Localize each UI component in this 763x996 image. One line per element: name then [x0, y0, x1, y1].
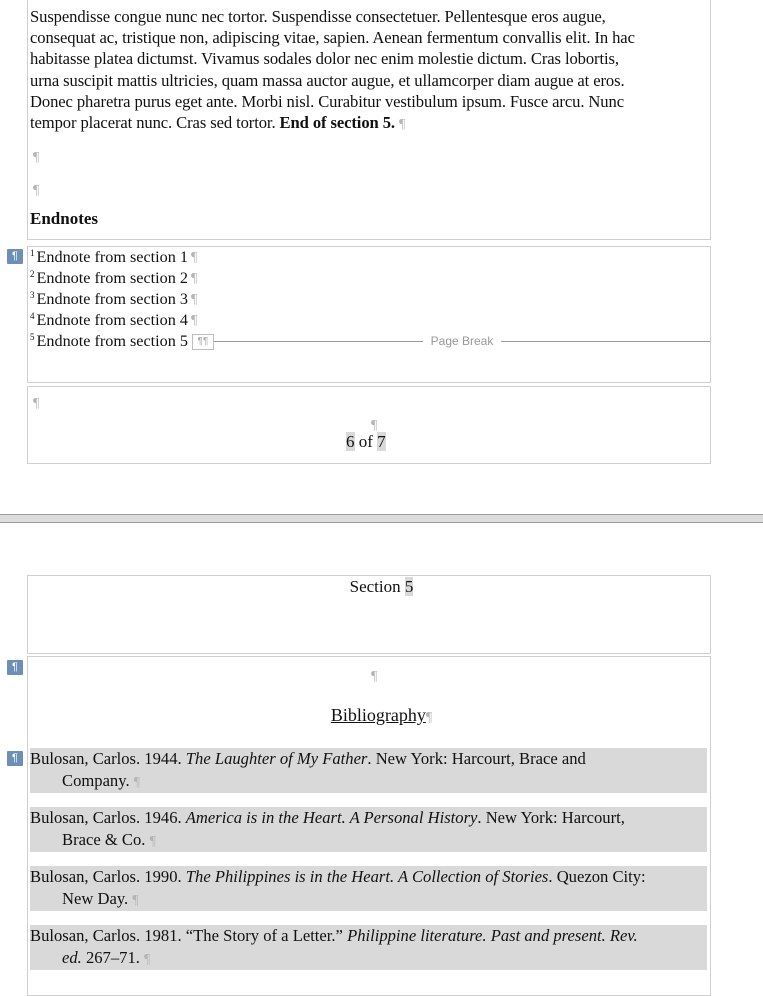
endnote-number: 1	[30, 248, 35, 258]
end-of-section-text: End of section 5.	[279, 113, 395, 133]
work-title: Philippine literature. Past and present. Rev.	[347, 926, 638, 945]
body-line: Donec pharetra purus eget ante. Morbi nisl. Curabitur vestibulum ipsum. Fusce arcu. Nunc	[30, 91, 624, 111]
endnote-text: Endnote from section 1	[36, 248, 188, 266]
section-label: Section	[349, 577, 405, 596]
header-section-label[interactable]	[0, 577, 763, 597]
endnote-text: Endnote from section 2	[36, 269, 188, 287]
body-line: Suspendisse congue nunc nec tortor. Suspendisse consectetuer. Pellentesque eros augue,	[30, 7, 606, 26]
paragraph-margin-icon[interactable]: ¶	[7, 751, 23, 766]
bibliography-entry[interactable]	[30, 925, 707, 970]
footer-frame	[27, 386, 711, 464]
pilcrow-mark: ¶	[399, 117, 406, 133]
bibliography-line: Company. ¶	[30, 770, 707, 794]
body-line: consequat ac, tristique non, adipiscing vitae, sapien. Aenean fermentum convallis elit. In hac	[30, 28, 635, 48]
endnote-number: 4	[30, 311, 35, 321]
pilcrow-mark: ¶	[191, 313, 198, 328]
endnote-item[interactable]	[30, 331, 710, 352]
bibliography-entry[interactable]	[30, 866, 707, 911]
page-break-label: Page Break	[430, 334, 494, 348]
current-page-field: 6	[346, 432, 355, 451]
empty-paragraph-mark[interactable]: ¶	[33, 150, 40, 165]
body-paragraph[interactable]	[30, 6, 710, 135]
bibliography-title: Bibliography	[330, 705, 426, 725]
pilcrow-mark: ¶	[191, 250, 198, 265]
pilcrow-mark: ¶	[191, 292, 198, 307]
bibliography-line: Bulosan, Carlos. 1946. America is in the Heart. A Personal History. New York: Harcourt,	[30, 807, 707, 829]
page-break[interactable]	[192, 331, 710, 352]
work-title: America is in the Heart. A Personal History	[185, 808, 478, 827]
body-line: habitasse platea dictumst. Vivamus sodales dolor nec enim molestie dictum. Cras lobortis,	[30, 49, 619, 69]
endnote-item[interactable]	[30, 310, 710, 331]
empty-paragraph-mark[interactable]: ¶	[371, 669, 378, 684]
footer-pilcrow-mark: ¶	[371, 418, 378, 433]
body-line: urna suscipit mattis ultricies, quam massa auctor augue, et ullamcorper diam augue at eros.	[30, 70, 625, 90]
page-of-text: of	[354, 432, 378, 451]
endnote-text: Endnote from section 5	[36, 332, 188, 350]
pilcrow-mark: ¶	[144, 951, 151, 967]
endnotes-list	[30, 247, 710, 352]
body-line: tempor placerat nunc. Cras sed tortor. End of section 5. ¶	[30, 113, 406, 133]
paragraph-margin-icon[interactable]: ¶	[7, 660, 23, 675]
endnotes-heading: Endnotes	[30, 209, 99, 228]
total-pages-field: 7	[377, 432, 386, 451]
endnote-number: 3	[30, 290, 35, 300]
endnote-number: 5	[30, 332, 35, 342]
work-title: ed.	[62, 947, 82, 967]
endnote-text: Endnote from section 3	[36, 290, 188, 308]
page-number-field[interactable]	[346, 432, 386, 452]
work-title: The Laughter of My Father	[185, 749, 368, 768]
section-break-icon: ¶¶	[192, 334, 214, 350]
empty-paragraph-mark[interactable]: ¶	[33, 396, 40, 411]
pilcrow-mark: ¶	[191, 271, 198, 286]
section-number-field: 5	[404, 577, 414, 596]
endnote-text: Endnote from section 4	[36, 311, 188, 329]
pilcrow-mark: ¶	[149, 833, 156, 849]
endnote-item[interactable]	[30, 268, 710, 289]
page-break-line-left	[214, 341, 423, 342]
paragraph-margin-icon[interactable]: ¶	[7, 249, 23, 264]
endnote-item[interactable]	[30, 247, 710, 268]
page-separator	[0, 514, 763, 523]
work-title: The Philippines is in the Heart. A Collection of Stories	[185, 867, 549, 886]
bibliography-heading	[0, 705, 763, 726]
bibliography-entry[interactable]	[30, 748, 707, 793]
bibliography-line: Bulosan, Carlos. 1990. The Philippines is in the Heart. A Collection of Stories. Quezon City:	[30, 866, 707, 888]
pilcrow-mark: ¶	[425, 710, 433, 725]
endnote-item[interactable]	[30, 289, 710, 310]
bibliography-entry[interactable]	[30, 807, 707, 852]
bibliography-line: New Day. ¶	[30, 888, 707, 912]
bibliography-line: Brace & Co. ¶	[30, 829, 707, 853]
bibliography-line: Bulosan, Carlos. 1944. The Laughter of My Father. New York: Harcourt, Brace and	[30, 748, 707, 770]
bibliography-line: Bulosan, Carlos. 1981. “The Story of a Letter.” Philippine literature. Past and present. Rev.	[30, 925, 707, 947]
pilcrow-mark: ¶	[133, 774, 141, 790]
bibliography-line: ed. 267–71. ¶	[30, 947, 707, 971]
page-break-line-right	[501, 341, 710, 342]
pilcrow-mark: ¶	[132, 892, 139, 908]
empty-paragraph-mark[interactable]: ¶	[33, 183, 40, 198]
endnote-number: 2	[30, 269, 35, 279]
